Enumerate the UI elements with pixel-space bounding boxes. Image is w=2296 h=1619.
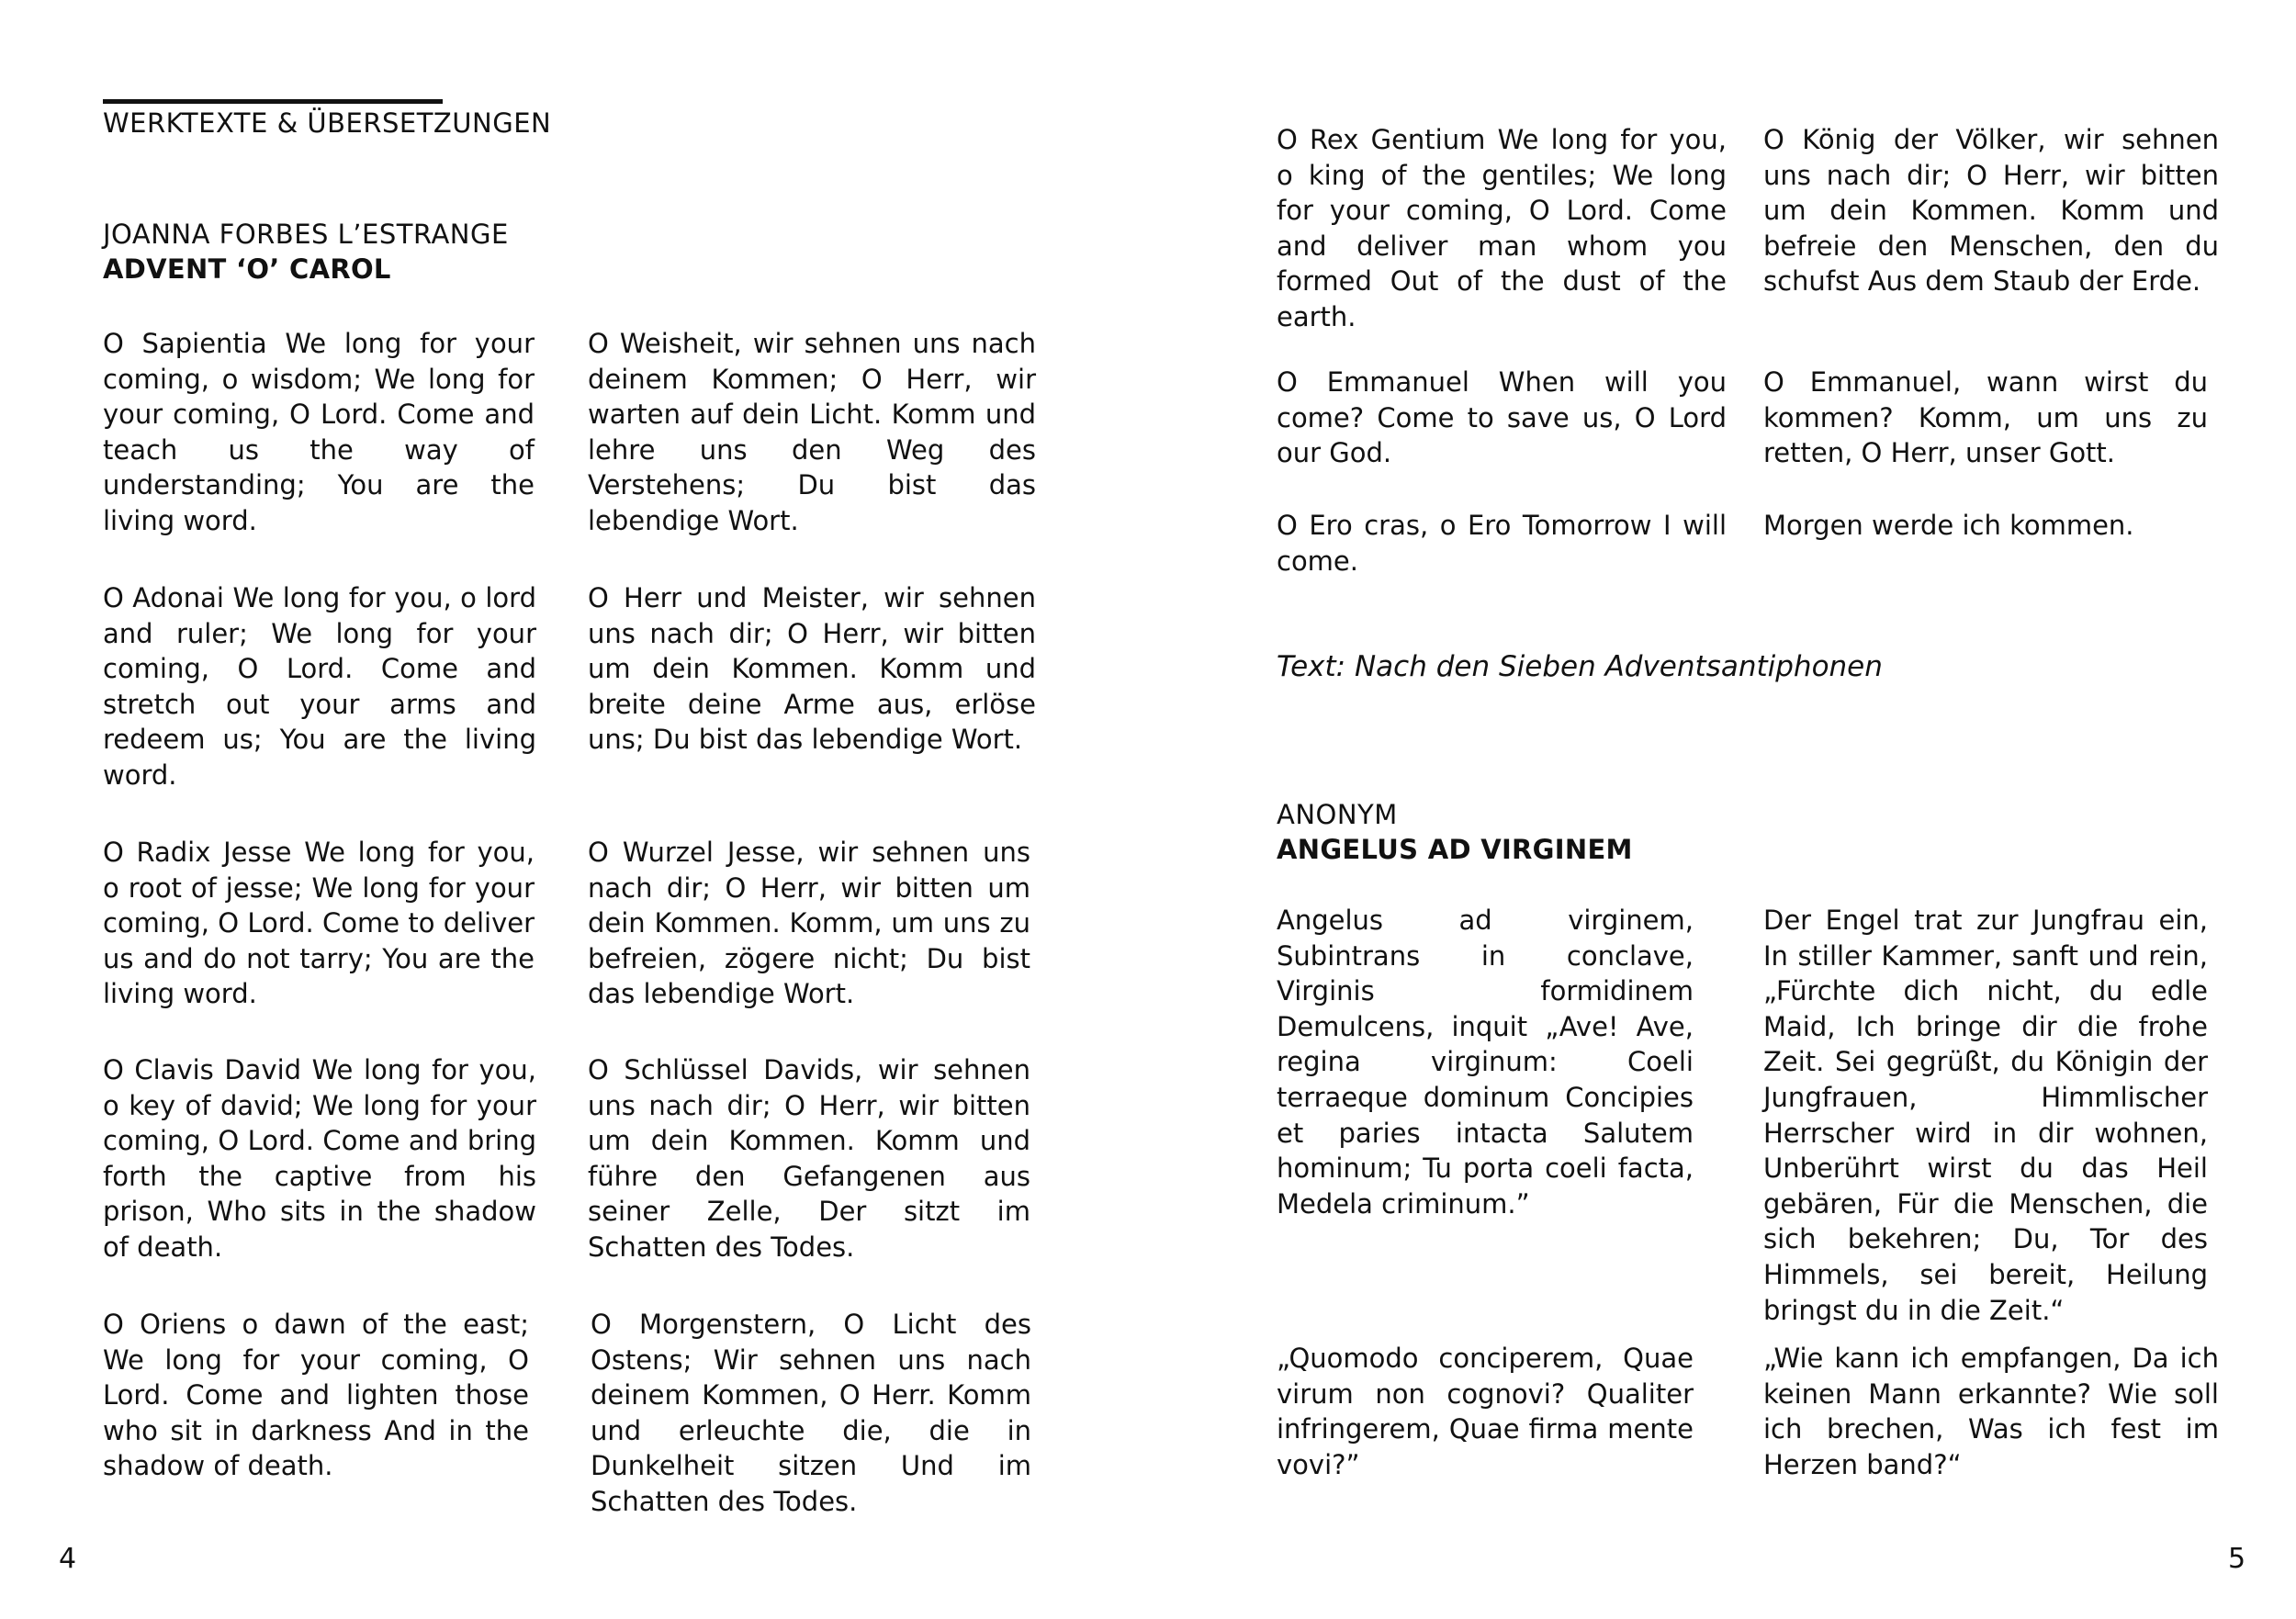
work2-verse-1-german: Der Engel trat zur Jungfrau ein, In stiller Kammer, sanft und rein, „Fürchte dich nicht, du edle Maid, Ich bringe dir die frohe Zeit. Sei gegrüßt, du Königin der Jungfrauen, Himmlischer Herrscher wird in dir wohnen, Unberührt wirst du das Heil gebären, Für die Menschen, die sich bekehren; Du, Tor des Himmels, sei bereit, Heilung bringst du in die Zeit.“ — [1763, 905, 2208, 1326]
text-credit: Text: Nach den Sieben Adventsantiphonen — [1277, 650, 1883, 683]
work1-verse-6-english: O Rex Gentium We long for you, o king of the gentiles; We long for your coming, O Lord. Come and deliver man whom you formed Out of the dust of the earth. — [1277, 124, 1727, 332]
work1-verse-5-english: O Oriens o dawn of the east; We long for your coming, O Lord. Come and lighten those who sit in darkness And in the shadow of death. — [103, 1309, 529, 1482]
page-number-right: 5 — [2228, 1543, 2246, 1575]
right-page — [1148, 0, 2296, 1619]
work2-composer: ANONYM — [1277, 799, 1398, 830]
work1-verse-3-english: O Radix Jesse We long for you, o root of jesse; We long for your coming, O Lord. Come to deliver us and do not tarry; You are the living word. — [103, 837, 535, 1010]
work1-verse-6-german: O König der Völker, wir sehnen uns nach dir; O Herr, wir bitten um dein Kommen. Komm und befreie den Menschen, den du schufst Aus dem Staub der Erde. — [1763, 124, 2219, 298]
section-title: WERKTEXTE & ÜBERSETZUNGEN — [103, 107, 552, 139]
work1-verse-1-german: O Weisheit, wir sehnen uns nach deinem Kommen; O Herr, wir warten auf dein Licht. Komm und lehre uns den Weg des Verstehens; Du bist das lebendige Wort. — [588, 328, 1036, 536]
work2-verse-2-latin: „Quomodo conciperem, Quae virum non cognovi? Qualiter infringerem, Quae firma mente vovi?” — [1277, 1343, 1694, 1480]
section-rule — [103, 99, 443, 104]
work2-verse-2-german: „Wie kann ich empfangen, Da ich keinen Mann erkannte? Wie soll ich brechen, Was ich fest im Herzen band?“ — [1763, 1343, 2219, 1480]
work1-verse-7-english: O Emmanuel When will you come? Come to save us, O Lord our God. — [1277, 366, 1727, 469]
work1-title: ADVENT ‘O’ CAROL — [103, 253, 391, 285]
work1-verse-1-english: O Sapientia We long for your coming, o wisdom; We long for your coming, O Lord. Come and teach us the way of understanding; You are the living word. — [103, 328, 535, 536]
work1-verse-7-german: O Emmanuel, wann wirst du kommen? Komm, um uns zu retten, O Herr, unser Gott. — [1763, 366, 2208, 469]
work1-verse-4-german: O Schlüssel Davids, wir sehnen uns nach dir; O Herr, wir bitten um dein Kommen. Komm und führe den Gefangenen aus seiner Zelle, Der sitzt im Schatten des Todes. — [588, 1054, 1030, 1263]
work1-verse-2-german: O Herr und Meister, wir sehnen uns nach dir; O Herr, wir bitten um dein Kommen. Komm und breite deine Arme aus, erlöse uns; Du bist das lebendige Wort. — [588, 582, 1036, 756]
work1-verse-8-english: O Ero cras, o Ero Tomorrow I will come. — [1277, 510, 1727, 577]
work2-verse-1-latin: Angelus ad virginem, Subintrans in conclave, Virginis formidinem Demulcens, inquit „Ave! Ave, regina virginum: Coeli terraeque dominum Concipies et paries intacta Salutem hominum; Tu porta coeli facta, Medela criminum.” — [1277, 905, 1694, 1220]
work1-verse-2-english: O Adonai We long for you, o lord and ruler; We long for your coming, O Lord. Come and stretch out your arms and redeem us; You are the living word. — [103, 582, 536, 791]
work2-title: ANGELUS AD VIRGINEM — [1277, 834, 1633, 865]
page-number-left: 4 — [59, 1543, 77, 1575]
work1-verse-8-german: Morgen werde ich kommen. — [1763, 510, 2134, 541]
work1-verse-3-german: O Wurzel Jesse, wir sehnen uns nach dir; O Herr, wir bitten um dein Kommen. Komm, um uns zu befreien, zögere nicht; Du bist das lebendige Wort. — [588, 837, 1030, 1010]
work1-verse-4-english: O Clavis David We long for you, o key of david; We long for your coming, O Lord. Come and bring forth the captive from his prison, Who sits in the shadow of death. — [103, 1054, 536, 1263]
work1-verse-5-german: O Morgenstern, O Licht des Ostens; Wir sehnen uns nach deinem Kommen, O Herr. Komm und erleuchte die, die in Dunkelheit sitzen Und im Schatten des Todes. — [591, 1309, 1031, 1517]
work1-composer: JOANNA FORBES L’ESTRANGE — [103, 219, 509, 250]
